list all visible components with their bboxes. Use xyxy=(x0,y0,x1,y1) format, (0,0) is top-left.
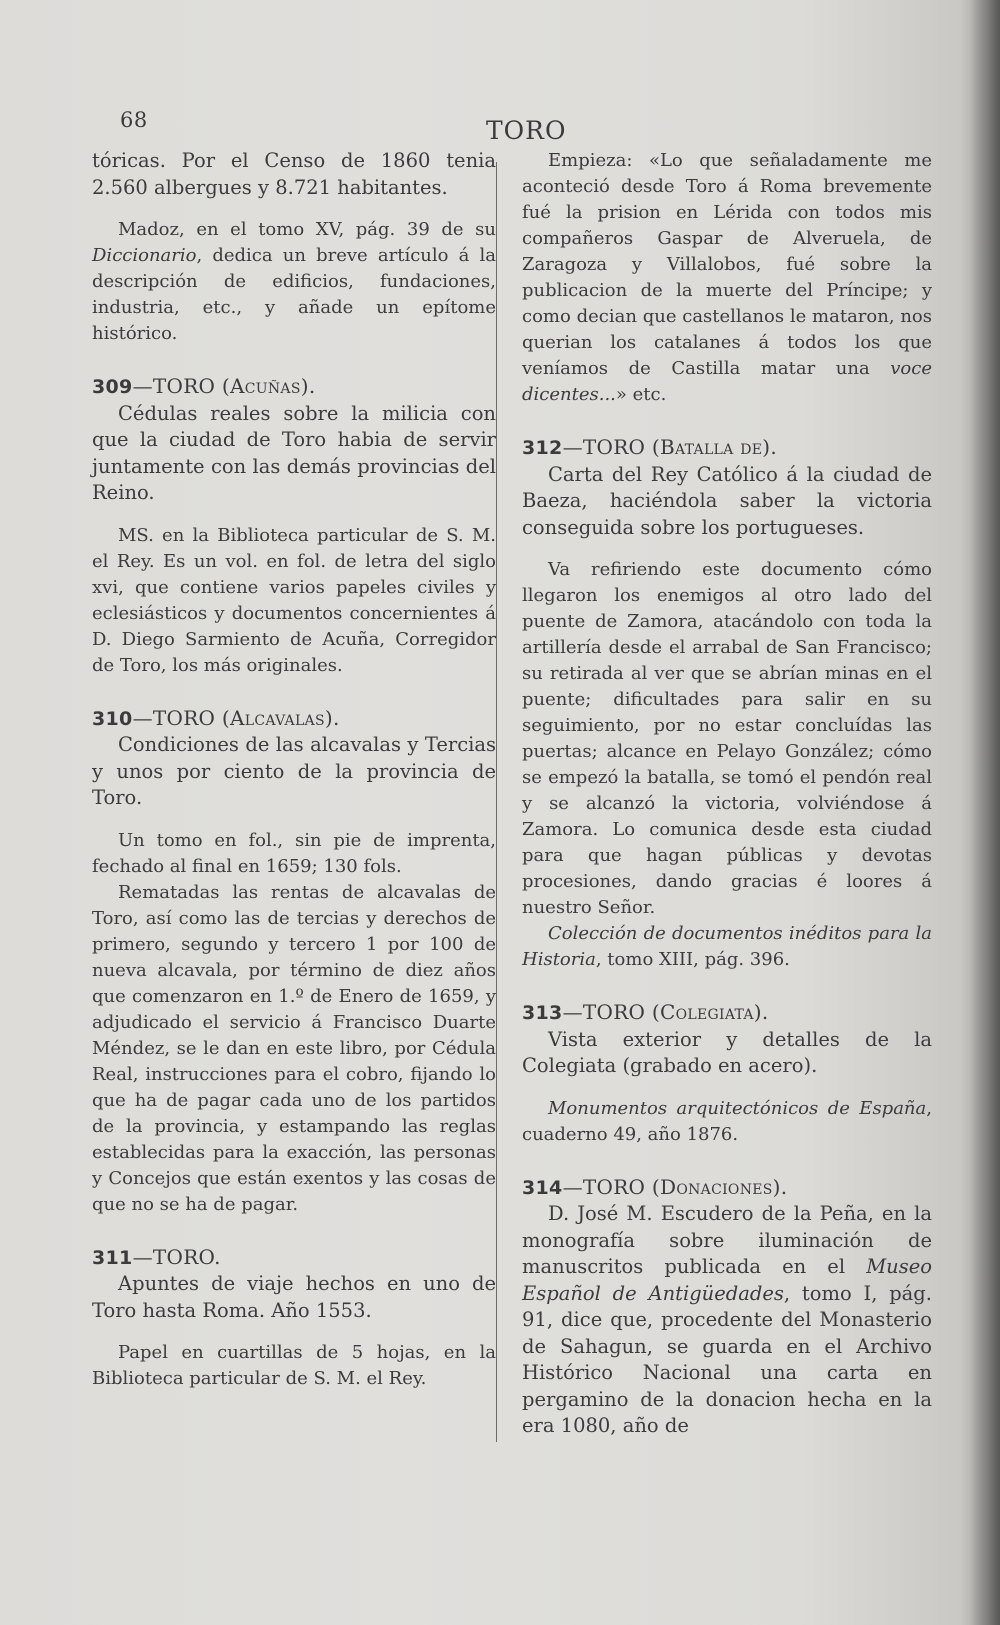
entry-reference: Monumentos arquitectónicos de España, cuaderno 49, año 1876. xyxy=(522,1097,932,1145)
entry-heading: 310—TORO (Alcavalas). xyxy=(92,705,340,730)
entry-313 xyxy=(522,999,932,1148)
entry-note: Rematadas las rentas de alcavalas de Toro, así como las de tercias y derechos de primero, segundo y tercero 1 por 100 de nueva alcavala, por término de diez años que comenzaron en 1.º de Enero de 1659, y adjudicado el servicio á Francisco Duarte Méndez, se le dan en este libro, por Cédula Real, instrucciones para el cobro, fijando lo que ha de pagar cada uno de los partidos de la provincia, y estampando las reglas establecidas para la exacción, las personas y Concejos que están exentos y las cosas de que no se ha de pagar. xyxy=(92,881,496,1215)
entry-reference: Colección de documentos inéditos para la Historia, tomo XIII, pág. 396. xyxy=(522,923,932,970)
entry-312 xyxy=(522,434,932,973)
entry-description: Apuntes de viaje hechos en uno de Toro hasta Roma. Año 1553. xyxy=(92,1272,496,1322)
entry-314 xyxy=(522,1174,932,1440)
entry-description: Carta del Rey Católico á la ciudad de Baeza, haciéndola saber la victoria conseguida sobre los portugueses. xyxy=(522,462,932,539)
page-number: 68 xyxy=(120,108,148,132)
entry-311 xyxy=(92,1244,496,1393)
entry-310 xyxy=(92,705,496,1218)
right-column xyxy=(522,148,932,1440)
madoz-note: Madoz, en el tomo XV, pág. 39 de su Diccionario, dedica un breve artículo á la descripción de edificios, fundaciones, industria, etc., y añade un epítome histórico. xyxy=(92,219,496,344)
entry-note: Va refiriendo este documento cómo llegaron los enemigos al otro lado del puente de Zamora, atacándolo con toda la artillería desde el arrabal de San Francisco; su retirada al ver que se abrían minas en el puente; dificultades para salir en su seguimiento, por no estar concluídas las puertas; alcance en Pelayo González; cómo se empezó la batalla, se tomó el pendón real y se alcanzó la victoria, volviéndose á Zamora. Lo comunica desde esta ciudad para que hagan públicas y devotas procesiones, dando gracias é loores á nuestro Señor. xyxy=(522,559,932,918)
entry-description: Condiciones de las alcavalas y Tercias y unos por ciento de la provincia de Toro. xyxy=(92,733,496,809)
entry-description: Cédulas reales sobre la milicia con que la ciudad de Toro habia de servir juntamente con las demás provincias del Reino. xyxy=(92,401,496,504)
entry-heading: 311—TORO. xyxy=(92,1244,221,1269)
entry-heading: 313—TORO (Colegiata). xyxy=(522,1000,769,1024)
continuation-paragraph: tóricas. Por el Censo de 1860 tenia 2.560 albergues y 8.721 habitantes. xyxy=(92,149,496,199)
entry-note: MS. en la Biblioteca particular de S. M. el Rey. Es un vol. en fol. de letra del siglo xvi, que contiene varios papeles civiles y eclesiásticos y documentos concernientes á D. Diego Sarmiento de Acuña, Corregidor de Toro, los más originales. xyxy=(92,524,496,676)
entry-heading: 312—TORO (Batalla de). xyxy=(522,435,778,459)
column-rule xyxy=(496,162,497,1442)
entry-309 xyxy=(92,373,496,679)
left-column xyxy=(92,148,496,1392)
entry-note: Papel en cuartillas de 5 hojas, en la Biblioteca particular de S. M. el Rey. xyxy=(92,1342,496,1389)
entry-heading: 309—TORO (Acuñas). xyxy=(92,374,316,398)
continuation-paragraph: Empieza: «Lo que señaladamente me aconteció desde Toro á Roma brevemente fué la prision en Lérida con todos mis compañeros Gaspar de Alveruela, de Zaragoza y Villalobos, fué sobre la publicacion de la muerte del Príncipe; y como decian que castellanos le mataron, nos querian los catalanes á todos los que veníamos de Castilla matar una voce dicentes...» etc. xyxy=(522,150,932,405)
entry-note: Un tomo en fol., sin pie de imprenta, fechado al final en 1659; 130 fols. xyxy=(92,829,496,877)
entry-description: Vista exterior y detalles de la Colegiata (grabado en acero). xyxy=(522,1027,932,1077)
binding-shadow xyxy=(970,0,1000,1625)
entry-heading: 314—TORO (Donaciones). xyxy=(522,1174,788,1199)
entry-description: D. José M. Escudero de la Peña, en la monografía sobre iluminación de manuscritos publicada en el Museo Español de Antigüedades, tomo I, pág. 91, dice que, procedente del Monasterio de Sahagun, se guarda en el Archivo Histórico Nacional una carta en pergamino de la donacion hecha en la era 1080, año de xyxy=(522,1202,932,1437)
running-head: TORO xyxy=(486,116,567,145)
